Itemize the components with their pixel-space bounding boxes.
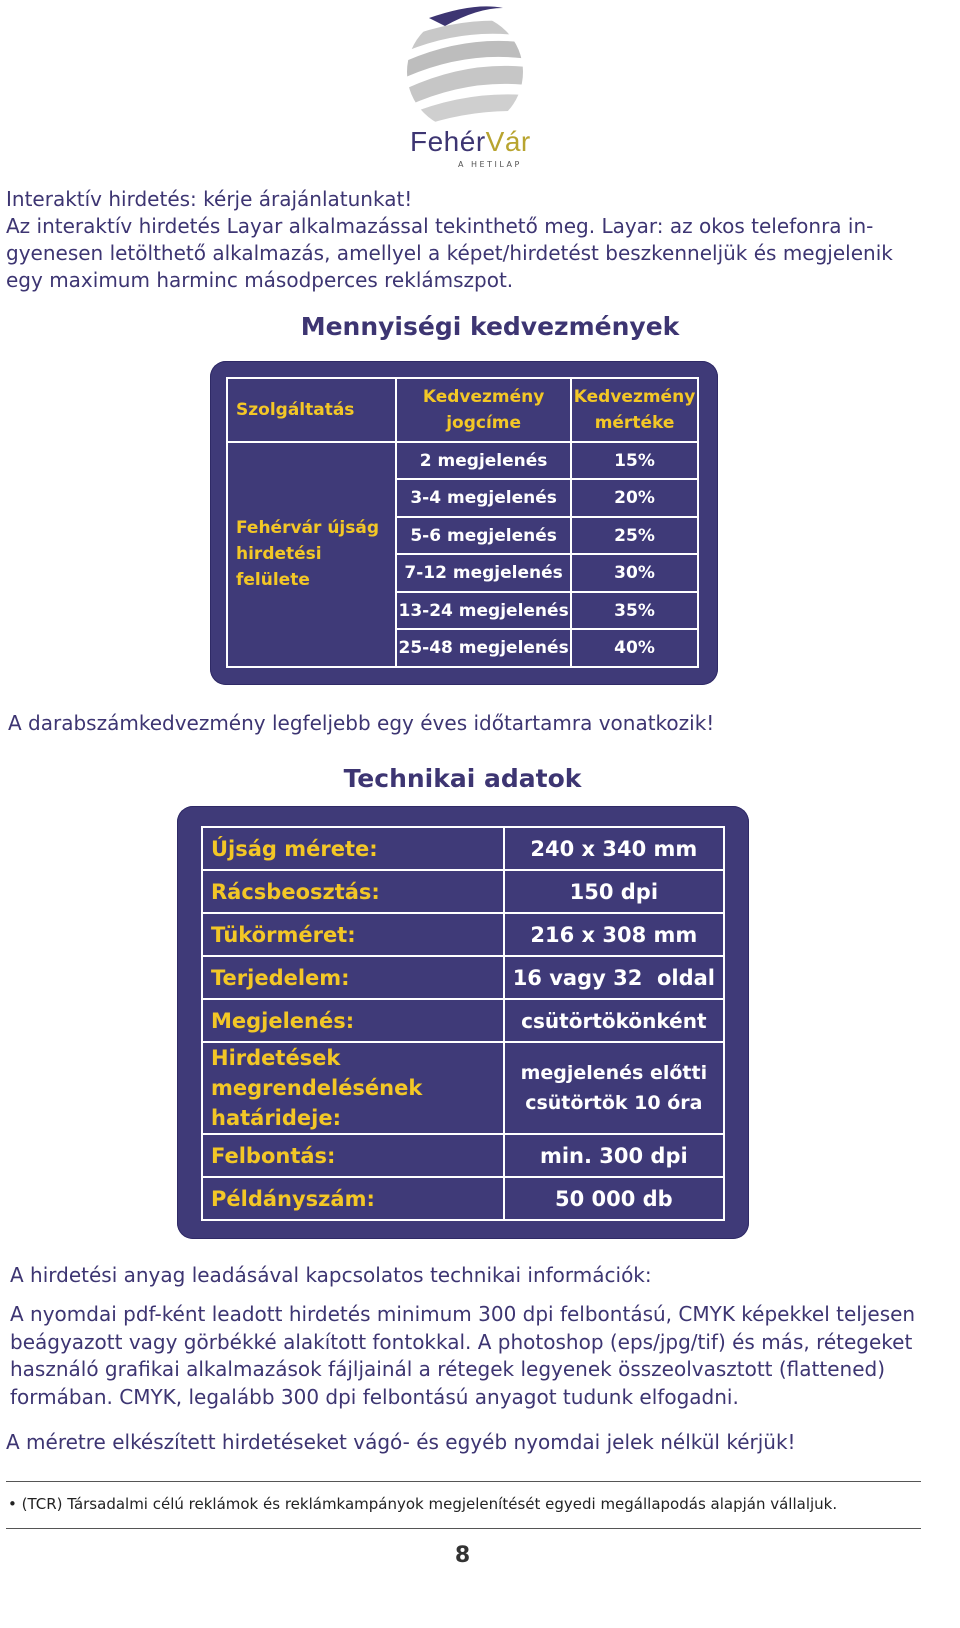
intro-line: Az interaktív hirdetés Layar alkalmazással tekinthető meg. Layar: az okos telefonra in- [6,214,874,238]
table-row [202,827,724,870]
page-number: 8 [454,1543,471,1568]
logo-subtitle: A HETILAP [458,160,522,169]
footnote: • (TCR) Társadalmi célú reklámok és reklámkampányok megjelenítését egyedi megállapodás alapján vállaljuk. [8,1495,838,1513]
service-cell [227,442,396,667]
discount-note: A darabszámkedvezmény legfeljebb egy éves időtartamra vonatkozik! [8,711,715,735]
tech-key: Példányszám: [202,1177,504,1220]
info-line: használó grafikai alkalmazások fájljainál a rétegek legyenek összeolvasztott (flattened) [10,1357,885,1381]
info-paragraph [10,1301,925,1411]
header-service: Szolgáltatás [227,378,396,442]
divider [6,1481,921,1482]
tech-value: 150 dpi [504,870,724,913]
basis-cell: 2 megjelenés [396,442,571,480]
basis-cell: 5-6 megjelenés [396,517,571,555]
rate-cell: 20% [571,479,698,517]
tech-key: Terjedelem: [202,956,504,999]
rate-cell: 30% [571,554,698,592]
tech-key: Újság mérete: [202,827,504,870]
table-row [202,913,724,956]
table-row [202,1134,724,1177]
basis-cell: 7-12 megjelenés [396,554,571,592]
header-basis-line2: jogcíme [446,412,522,433]
basis-cell: 3-4 megjelenés [396,479,571,517]
intro-line: gyenesen letölthető alkalmazás, amellyel a képet/hirdetést beszkenneljük és megjelenik [6,241,893,265]
info-closing: A méretre elkészített hirdetéseket vágó- és egyéb nyomdai jelek nélkül kérjük! [6,1430,796,1454]
tech-key: Megjelenés: [202,999,504,1042]
rate-cell: 15% [571,442,698,480]
rate-cell: 40% [571,629,698,667]
info-heading: A hirdetési anyag leadásával kapcsolatos technikai információk: [10,1263,652,1287]
tech-value [504,1042,724,1134]
header-rate [571,378,698,442]
tech-value: min. 300 dpi [504,1134,724,1177]
basis-cell: 25-48 megjelenés [396,629,571,667]
tech-key-line1: Hirdetések megrendelésének [211,1046,423,1100]
table-row [202,1177,724,1220]
tech-value-line1: megjelenés előtti [520,1062,708,1084]
tech-value: 50 000 db [504,1177,724,1220]
discounts-table [226,377,699,668]
rate-cell: 25% [571,517,698,555]
tech-key: Felbontás: [202,1134,504,1177]
tech-key: Tükörméret: [202,913,504,956]
tech-title: Technikai adatok [343,764,582,793]
tech-key [202,1042,504,1134]
info-line: A nyomdai pdf-ként leadott hirdetés minimum 300 dpi felbontású, CMYK képekkel teljesen [10,1302,916,1326]
tech-key: Rácsbeosztás: [202,870,504,913]
table-row [202,870,724,913]
intro-text [6,186,936,294]
logo-wordmark [410,126,531,158]
basis-cell: 13-24 megjelenés [396,592,571,630]
logo-name-part2: Vár [485,126,531,157]
service-line2: hirdetési felülete [236,544,322,591]
logo-name-part1: Fehér [410,126,486,157]
tech-value-line2: csütörtök 10 óra [525,1092,703,1114]
table-row [227,442,698,480]
table-row [202,956,724,999]
tech-value: csütörtökönként [504,999,724,1042]
service-line1: Fehérvár újság [236,518,380,539]
tech-value: 216 x 308 mm [504,913,724,956]
header-rate-line1: Kedvezmény [573,386,696,407]
header-basis-line1: Kedvezmény [422,386,545,407]
tech-value: 240 x 340 mm [504,827,724,870]
tech-key-line2: határideje: [211,1106,341,1130]
table-row [202,999,724,1042]
info-line: beágyazott vagy görbékké alakított fontokkal. A photoshop (eps/jpg/tif) és más, rétegeket [10,1329,913,1354]
discounts-title: Mennyiségi kedvezmények [300,312,680,341]
tech-table [201,826,725,1221]
intro-line: egy maximum harminc másodperces reklámszpot. [6,268,514,292]
header-basis [396,378,571,442]
info-line: formában. CMYK, legalább 300 dpi felbontású anyagot tudunk elfogadni. [10,1384,739,1409]
table-header-row [227,378,698,442]
table-row [202,1042,724,1134]
header-rate-line2: mértéke [594,412,675,433]
tech-value: 16 vagy 32 oldal [504,956,724,999]
rate-cell: 35% [571,592,698,630]
intro-line: Interaktív hirdetés: kérje árajánlatunkat! [6,187,413,211]
divider [6,1528,921,1529]
